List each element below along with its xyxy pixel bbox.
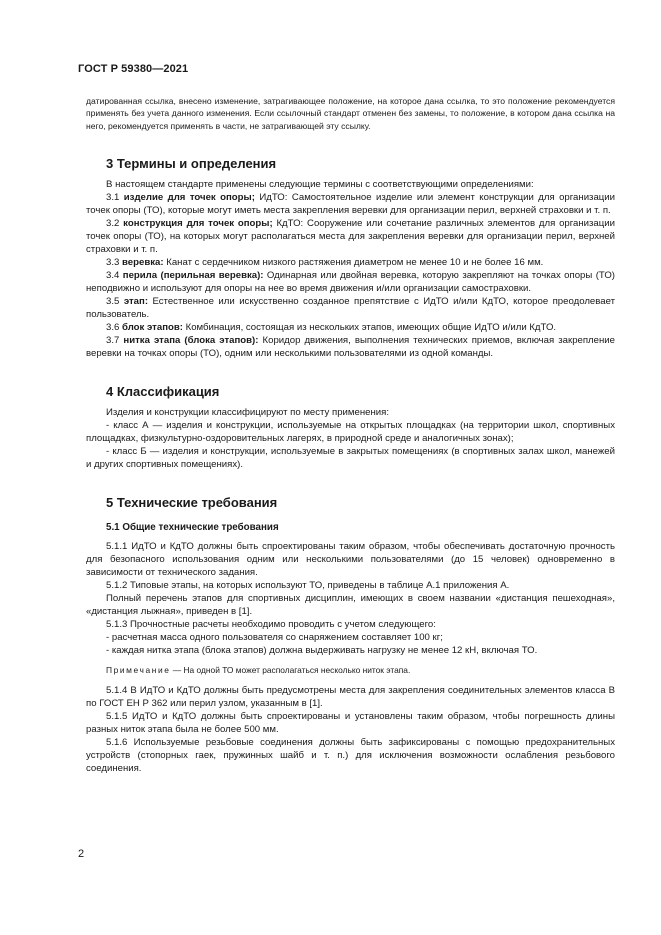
section-4-lead: Изделия и конструкции классифицируют по месту применения: xyxy=(106,406,389,418)
clause-5-1-3-item-load: - каждая нитка этапа (блока этапов) должна выдерживать нагрузку не менее 12 кН, включая ТО. xyxy=(106,644,538,656)
class-b-item: - класс Б — изделия и конструкции, используемые в закрытых помещениях (в спортивных залах школ, манежей и других спортивных помещениях). xyxy=(86,445,615,470)
term-3-3: 3.3 веревка: Канат с сердечником низкого растяжения диаметром не менее 10 и не более 16 мм. xyxy=(106,256,544,268)
document-header: ГОСТ Р 59380—2021 xyxy=(78,63,189,75)
term-3-6: 3.6 блок этапов: Комбинация, состоящая из нескольких этапов, имеющих общие ИдТО и/или КдТО. xyxy=(106,321,557,333)
clause-5-1-3: 5.1.3 Прочностные расчеты необходимо проводить с учетом следующего: xyxy=(106,618,436,630)
class-a-item: - класс А — изделия и конструкции, используемые на открытых площадках (на территории школ, спортивных площадках, физкультурно-оздоровительных лагерях, в природной среде и аналогичных зонах); xyxy=(86,419,615,444)
term-3-7: 3.7 нитка этапа (блока этапов): Коридор движения, выполнения технических приемов, включая закрепление веревки на точках опоры (ТО), одним или несколькими пользователями из одной команды. xyxy=(86,334,615,359)
clause-5-1-3-item-mass: - расчетная масса одного пользователя со снаряжением составляет 100 кг; xyxy=(106,631,443,643)
section-5-title: 5 Технические требования xyxy=(106,494,278,510)
term-3-2: 3.2 конструкция для точек опоры; КдТО: Сооружение или сочетание различных элементов для организации точек опоры (ТО), на которых могут располагаться места для закрепления веревки для организации перил, верхней страховки и т. п. xyxy=(86,217,615,255)
clause-5-1-1: 5.1.1 ИдТО и КдТО должны быть спроектированы таким образом, чтобы обеспечивать достаточную прочность для безопасного использования одним или несколькими пользователями (до 15 человек) одновременно в зависимости от технического задания. xyxy=(86,540,615,578)
clause-5-1-6: 5.1.6 Используемые резьбовые соединения должны быть зафиксированы с помощью предохранительных устройств (стопорных гаек, пружинных шайб и т. п.) для исключения возможности ослабления резьбового соединения. xyxy=(86,736,615,774)
clause-5-1-2-continuation: Полный перечень этапов для спортивных дисциплин, имеющих в своем названии «дистанция пешеходная», «дистанция лыжная», приведен в [1]. xyxy=(86,592,615,617)
clause-5-1-2: 5.1.2 Типовые этапы, на которых используют ТО, приведены в таблице А.1 приложения А. xyxy=(106,579,510,591)
term-3-1: 3.1 изделие для точек опоры; ИдТО: Самостоятельное изделие или элемент конструкции для организации точек опоры (ТО), которые могут иметь места закрепления веревки для организации перил, верхней страховки и т. п. xyxy=(86,191,615,216)
note-label: Примечание xyxy=(106,664,171,675)
subsection-5-1-title: 5.1 Общие технические требования xyxy=(106,521,279,533)
note-text: — На одной ТО может располагаться несколько ниток этапа. xyxy=(170,664,411,675)
intro-continuation: датированная ссылка, внесено изменение, затрагивающее положение, на которое дана ссылка, то это положение рекомендуется применять без учета данного изменения. Если ссылочный стандарт отменен без замены, то положение, в котором дана ссылка на него, рекомендуется применять в части, не затрагивающей эту ссылку. xyxy=(86,96,615,131)
clause-5-1-5: 5.1.5 ИдТО и КдТО должны быть спроектированы и установлены таким образом, чтобы погрешность длины разных ниток этапа была не более 500 мм. xyxy=(86,710,615,735)
note xyxy=(86,664,615,677)
term-3-4: 3.4 перила (перильная веревка): Одинарная или двойная веревка, которую закрепляют на точках опоры (ТО) неподвижно и используют для опоры на нее во время движения и/или организации самостраховки. xyxy=(86,269,615,294)
section-3-lead: В настоящем стандарте применены следующие термины с соответствующими определениями: xyxy=(106,178,534,190)
clause-5-1-4: 5.1.4 В ИдТО и КдТО должны быть предусмотрены места для закрепления соединительных элементов класса В по ГОСТ ЕН Р 362 или перил узлом, указанным в [1]. xyxy=(86,684,615,709)
section-4-title: 4 Классификация xyxy=(106,383,220,399)
section-3-title: 3 Термины и определения xyxy=(106,155,277,171)
page-number: 2 xyxy=(78,848,85,860)
page-content xyxy=(86,95,615,775)
term-3-5: 3.5 этап: Естественное или искусственно созданное препятствие с ИдТО и/или КдТО, которое преодолевает пользователь. xyxy=(86,295,615,320)
